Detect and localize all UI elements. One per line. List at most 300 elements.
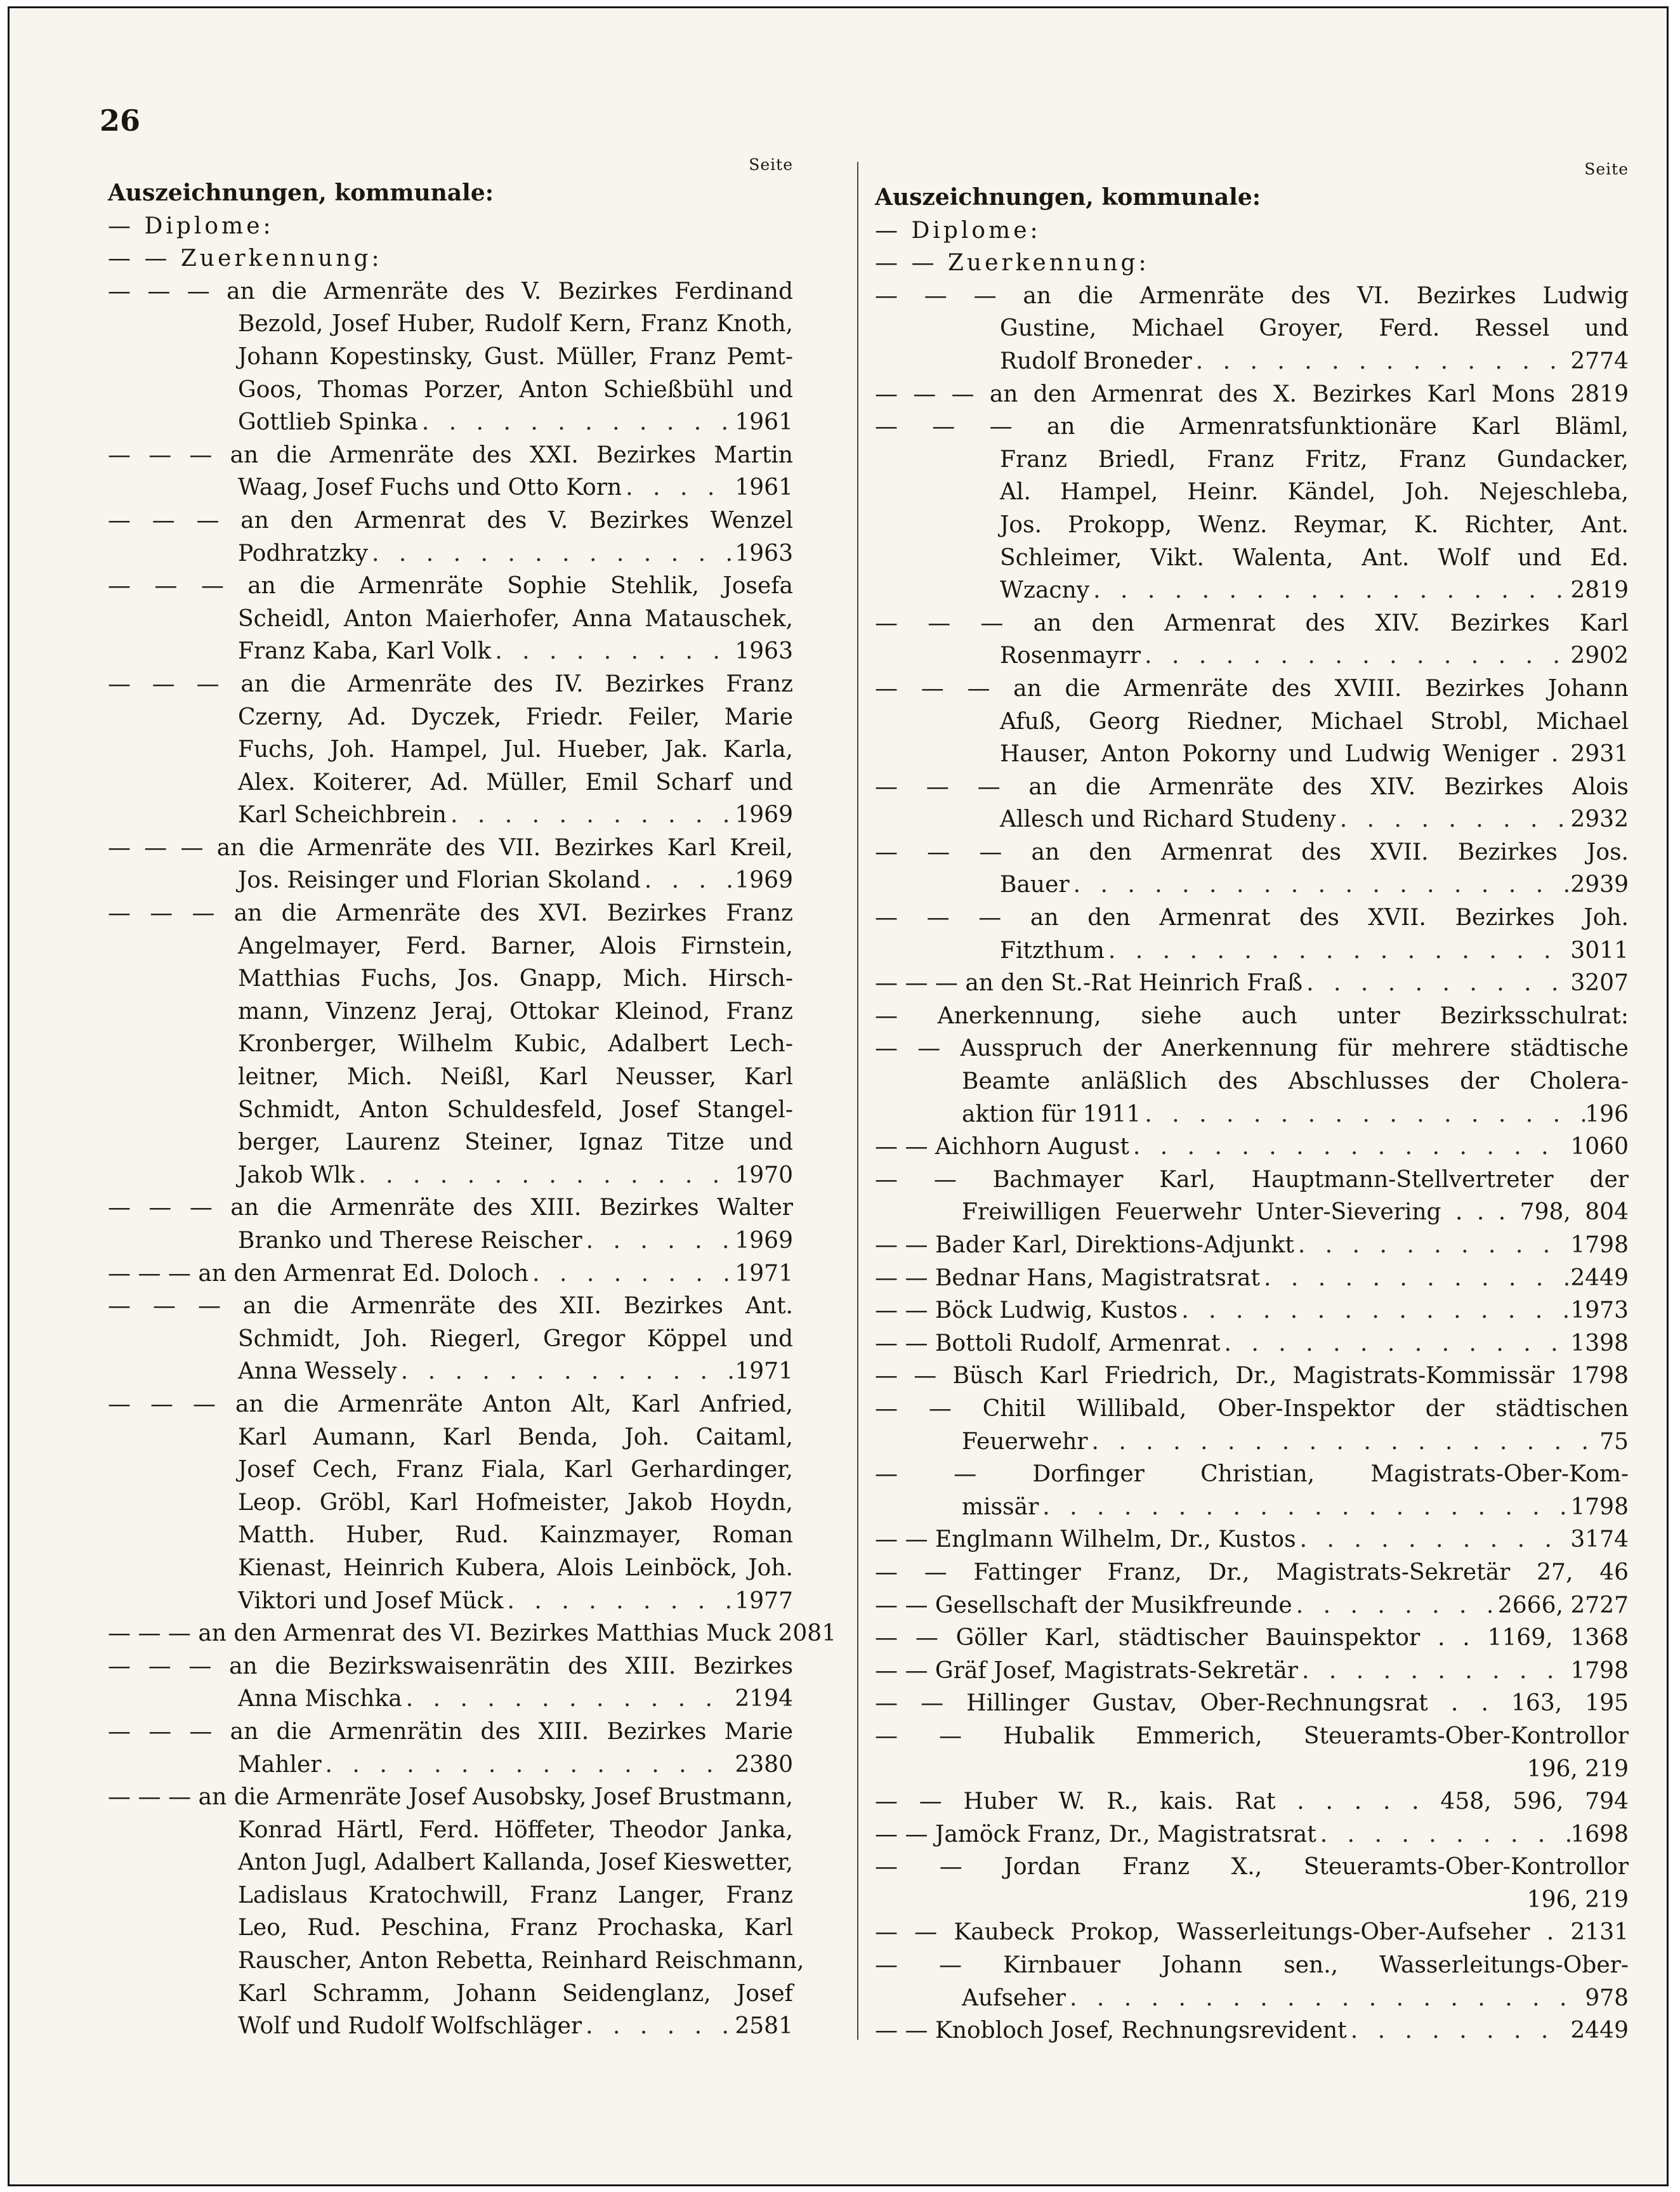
dot-leader xyxy=(1192,345,1571,378)
left-column xyxy=(108,153,837,2043)
index-line xyxy=(875,902,1629,935)
entry-text: missär xyxy=(962,1493,1039,1520)
dot-leader xyxy=(1089,574,1570,607)
entry-text: — — Huber W. R., kais. Rat . . . . . 458, 596, 794 xyxy=(875,1788,1629,1815)
index-line xyxy=(108,1290,793,1323)
index-line xyxy=(875,1262,1629,1295)
index-line xyxy=(875,181,1629,214)
entry-text: — — Bottoli Rudolf, Armenrat xyxy=(875,1330,1221,1356)
page-reference: 2939 xyxy=(1570,872,1629,898)
entry-text: Karl Scheichbrein xyxy=(238,802,447,829)
entry-text: Aufseher xyxy=(962,1985,1066,2011)
index-line xyxy=(875,345,1629,378)
entry-text: — — — an die Armenräte des IV. Bezirkes Franz xyxy=(108,671,793,697)
entry-text: Beamte anläßlich des Abschlusses der Cholera- xyxy=(962,1068,1629,1095)
index-line xyxy=(108,439,793,472)
entry-text: Bauer xyxy=(1000,872,1070,898)
entry-text: Wolf und Rudolf Wolfschläger xyxy=(238,2013,582,2040)
entry-text: — — — an die Armenräte des V. Bezirkes Ferdinand xyxy=(108,278,793,305)
entry-text: Viktori und Josef Mück xyxy=(238,1587,504,1614)
entry-text: — — — an die Armenräte des VII. Bezirkes Karl Kreil, xyxy=(108,834,793,861)
entry-text: — — — an den Armenrat des V. Bezirkes Wenzel xyxy=(108,507,793,534)
entry-text: Mahler xyxy=(238,1751,322,1778)
entry-text: Feuerwehr xyxy=(962,1428,1088,1455)
page-reference: 1798 xyxy=(1570,1232,1629,1258)
entry-text: — — Chitil Willibald, Ober-Inspektor der städtischen xyxy=(875,1395,1629,1422)
page-reference: 1970 xyxy=(735,1162,793,1188)
entry-text: — — — an den St.-Rat Heinrich Fraß xyxy=(875,970,1303,997)
entry-text: Franz Kaba, Karl Volk xyxy=(238,638,492,665)
index-line xyxy=(875,967,1629,1000)
seite-label: Seite xyxy=(749,155,793,174)
index-line xyxy=(875,1393,1629,1426)
index-line xyxy=(108,177,793,210)
index-line xyxy=(108,733,793,766)
dot-leader xyxy=(1105,935,1570,968)
page-number: 26 xyxy=(100,103,141,138)
index-line xyxy=(108,537,793,570)
section-heading: Auszeichnungen, kommunale: xyxy=(875,184,1261,211)
page-reference: 2581 xyxy=(735,2013,793,2040)
dot-leader xyxy=(1303,967,1570,1000)
index-line xyxy=(108,1126,793,1159)
index-line xyxy=(875,1949,1629,1982)
index-line xyxy=(108,1094,793,1127)
entry-text: Rudolf Broneder xyxy=(1000,348,1192,374)
entry-text: — — — an die Armenrätin des XIII. Bezirkes Marie xyxy=(108,1718,793,1745)
entry-text: Franz Briedl, Franz Fritz, Franz Gundacker, xyxy=(1000,446,1629,473)
index-line xyxy=(108,1650,793,1683)
page-reference: 1961 xyxy=(735,475,793,501)
dot-leader xyxy=(582,2010,735,2043)
entry-text: Gottlieb Spinka xyxy=(238,409,418,436)
entry-text: — — — an die Armenräte des XIII. Bezirkes Walter xyxy=(108,1195,793,1221)
entry-text: — — — an den Armenrat des X. Bezirkes Karl Mons 2819 xyxy=(875,381,1629,407)
entry-text: — — Hubalik Emmerich, Steueramts-Ober-Kontrollor xyxy=(875,1723,1629,1749)
index-line xyxy=(108,471,793,504)
entry-text: — — Fattinger Franz, Dr., Magistrats-Sekretär 27, 46 xyxy=(875,1559,1629,1585)
entry-text: — — Jamöck Franz, Dr., Magistratsrat xyxy=(875,1821,1316,1847)
entry-text: — Diplome: xyxy=(108,213,274,239)
entry-text: — — — an die Armenräte Anton Alt, Karl Anfried, xyxy=(108,1391,793,1417)
index-line xyxy=(108,1683,793,1716)
dot-leader xyxy=(1294,1229,1571,1262)
index-line xyxy=(875,803,1629,836)
dot-leader xyxy=(1178,1294,1570,1327)
page-reference: 1060 xyxy=(1570,1134,1629,1160)
entry-text: Afuß, Georg Riedner, Michael Strobl, Michael xyxy=(1000,708,1629,735)
entry-text: Ladislaus Kratochwill, Franz Langer, Franz xyxy=(238,1882,793,1908)
index-line xyxy=(875,1589,1629,1622)
page-reference: 3207 xyxy=(1570,970,1629,997)
entry-text: — — — an den Armenrat des VI. Bezirkes Matthias Muck 2081 xyxy=(108,1620,837,1647)
page-reference: 1398 xyxy=(1570,1330,1629,1356)
entry-text: Rosenmayrr xyxy=(1000,643,1141,669)
page-reference: 75 xyxy=(1599,1428,1629,1455)
entry-text: — — Ausspruch der Anerkennung für mehrere städtische xyxy=(875,1035,1629,1062)
right-column xyxy=(875,157,1629,2047)
page-reference: 2932 xyxy=(1570,806,1629,833)
index-line xyxy=(108,1781,793,1814)
index-line xyxy=(875,410,1629,443)
index-line xyxy=(875,1426,1629,1459)
dot-leader xyxy=(1039,1491,1570,1524)
dot-leader xyxy=(1088,1426,1600,1459)
entry-text: Schleimer, Vikt. Walenta, Ant. Wolf und Ed. xyxy=(1000,544,1629,571)
dot-leader xyxy=(355,1159,735,1192)
entry-text: Kronberger, Wilhelm Kubic, Adalbert Lech- xyxy=(238,1031,793,1058)
index-line xyxy=(108,374,793,407)
entry-text: Karl Aumann, Karl Benda, Joh. Caitaml, xyxy=(238,1424,793,1450)
page-reference: 1971 xyxy=(735,1358,793,1385)
entry-text: — — Bachmayer Karl, Hauptmann-Stellvertreter der xyxy=(875,1166,1629,1193)
index-line xyxy=(108,1224,793,1257)
entry-text: Matth. Huber, Rud. Kainzmayer, Roman xyxy=(238,1522,793,1549)
dot-leader xyxy=(368,537,735,570)
page-reference: 1969 xyxy=(735,802,793,829)
index-line xyxy=(875,1622,1629,1655)
index-line xyxy=(875,1916,1629,1949)
index-line xyxy=(875,1098,1629,1131)
entry-text: — — — an die Armenräte des XVI. Bezirkes Franz xyxy=(108,900,793,927)
dot-leader xyxy=(1141,1098,1585,1131)
dot-leader xyxy=(1141,640,1570,673)
index-line xyxy=(108,603,793,636)
page-reference: 1963 xyxy=(735,638,793,665)
dot-leader xyxy=(1316,1818,1571,1851)
index-line xyxy=(875,738,1629,771)
dot-leader xyxy=(582,1224,735,1257)
index-line xyxy=(108,308,793,341)
index-line xyxy=(108,1879,793,1912)
dot-leader xyxy=(1292,1589,1498,1622)
entry-text: Kienast, Heinrich Kubera, Alois Leinböck, Joh. xyxy=(238,1554,793,1581)
index-line xyxy=(108,864,793,897)
index-line xyxy=(875,673,1629,706)
entry-text: — — Bader Karl, Direktions-Adjunkt xyxy=(875,1232,1294,1258)
index-line xyxy=(875,869,1629,902)
dot-leader xyxy=(1336,803,1571,836)
index-line xyxy=(875,1032,1629,1065)
index-line xyxy=(875,443,1629,476)
entry-text: Anna Wessely xyxy=(238,1358,397,1385)
index-line xyxy=(108,1061,793,1094)
entry-text: — — Dorfinger Christian, Magistrats-Ober-Kom- xyxy=(875,1461,1629,1488)
dot-leader xyxy=(1298,1655,1570,1688)
dot-leader xyxy=(1066,1982,1585,2015)
entry-text: — — — an die Armenräte des VI. Bezirkes Ludwig xyxy=(875,282,1629,309)
entry-text: — — Zuerkennung: xyxy=(875,250,1150,277)
entry-text: Anton Jugl, Adalbert Kallanda, Josef Kieswetter, xyxy=(238,1849,793,1876)
page-reference: 978 xyxy=(1585,1985,1629,2011)
entry-text: Fuchs, Joh. Hampel, Jul. Hueber, Jak. Karla, xyxy=(238,737,793,763)
page-reference: 1971 xyxy=(735,1260,793,1287)
index-line xyxy=(875,1884,1629,1917)
entry-text: Freiwilligen Feuerwehr Unter-Sievering . . . 798, 804 xyxy=(962,1199,1629,1226)
index-line xyxy=(875,1294,1629,1327)
page-reference: 2194 xyxy=(735,1686,793,1712)
entry-text: Johann Kopestinsky, Gust. Müller, Franz Pemt- xyxy=(238,343,793,370)
page-reference: 3011 xyxy=(1570,937,1629,964)
dot-leader xyxy=(1347,2014,1571,2047)
entry-text: — — Gesellschaft der Musikfreunde xyxy=(875,1592,1292,1618)
index-line xyxy=(108,406,793,439)
index-line xyxy=(108,1846,793,1879)
entry-text: Leo, Rud. Peschina, Franz Prochaska, Karl xyxy=(238,1915,793,1941)
dot-leader xyxy=(528,1257,735,1290)
entry-text: Schmidt, Anton Schuldesfeld, Josef Stangel- xyxy=(238,1096,793,1123)
entry-text: Goos, Thomas Porzer, Anton Schießbühl und xyxy=(238,376,793,403)
dot-leader xyxy=(504,1585,735,1618)
page-reference: 2380 xyxy=(735,1751,793,1778)
entry-text: Anna Mischka xyxy=(238,1686,402,1712)
page-reference: 1973 xyxy=(1570,1297,1629,1324)
entry-text: — — — an den Armenrat des XVII. Bezirkes Joh. xyxy=(875,905,1629,931)
dot-leader xyxy=(1129,1131,1571,1164)
index-line xyxy=(108,1552,793,1585)
entry-text: — — — an die Armenräte des XII. Bezirkes Ant. xyxy=(108,1293,793,1320)
entry-text: — — — an den Armenrat des XVII. Bezirkes Jos. xyxy=(875,839,1629,865)
index-line xyxy=(875,1753,1629,1786)
page-reference: 196 xyxy=(1585,1101,1629,1127)
index-line xyxy=(108,897,793,930)
entry-text: — — Aichhorn August xyxy=(875,1134,1129,1160)
index-line xyxy=(108,1716,793,1749)
entry-text: 196, 219 xyxy=(1526,1756,1629,1782)
entry-text: — — — an die Armenräte des XVIII. Bezirkes Johann xyxy=(875,675,1629,702)
entry-text: Czerny, Ad. Dyczek, Friedr. Feiler, Marie xyxy=(238,704,793,730)
index-line xyxy=(108,1191,793,1224)
page-reference: 2449 xyxy=(1570,2018,1629,2044)
index-line xyxy=(108,1454,793,1486)
index-line xyxy=(875,1196,1629,1229)
index-line xyxy=(108,1421,793,1454)
index-line xyxy=(108,1912,793,1945)
entry-text: — — — an die Bezirkswaisenrätin des XIII. Bezirkes xyxy=(108,1653,793,1679)
page-reference: 1798 xyxy=(1570,1657,1629,1684)
entry-text: — Diplome: xyxy=(875,217,1041,244)
entry-text: — — Englmann Wilhelm, Dr., Kustos xyxy=(875,1526,1296,1553)
page-reference: 2819 xyxy=(1570,577,1629,604)
index-line xyxy=(108,832,793,865)
index-line xyxy=(875,1556,1629,1589)
page-reference: 3174 xyxy=(1570,1526,1629,1553)
right-index-lines xyxy=(875,181,1629,2047)
index-line xyxy=(875,509,1629,542)
entry-text: Hauser, Anton Pokorny und Ludwig Weniger . 2931 xyxy=(1000,741,1629,768)
index-line xyxy=(875,1229,1629,1262)
index-line xyxy=(875,1687,1629,1720)
entry-text: leitner, Mich. Neißl, Karl Neusser, Karl xyxy=(238,1064,793,1091)
entry-text: Karl Schramm, Johann Seidenglanz, Josef xyxy=(238,1980,793,2007)
index-line xyxy=(875,1523,1629,1556)
dot-leader xyxy=(402,1683,735,1716)
index-line xyxy=(875,1818,1629,1851)
index-line xyxy=(108,962,793,995)
dot-leader xyxy=(397,1355,735,1388)
index-line xyxy=(108,635,793,668)
entry-text: — — Kirnbauer Johann sen., Wasserleitungs-Ober- xyxy=(875,1952,1629,1979)
entry-text: Gustine, Michael Groyer, Ferd. Ressel und xyxy=(1000,315,1629,342)
entry-text: Allesch und Richard Studeny xyxy=(1000,806,1336,833)
index-line xyxy=(108,1617,837,1650)
index-line xyxy=(108,570,793,603)
index-line xyxy=(108,995,793,1028)
index-line xyxy=(875,1458,1629,1491)
index-line xyxy=(875,935,1629,968)
index-line xyxy=(108,1388,793,1421)
index-line xyxy=(108,1519,793,1552)
entry-text: Alex. Koiterer, Ad. Müller, Emil Scharf und xyxy=(238,769,793,796)
index-line xyxy=(108,242,793,275)
index-line xyxy=(875,1360,1629,1393)
seite-label: Seite xyxy=(1584,160,1629,178)
dot-leader xyxy=(1260,1262,1570,1295)
entry-text: Schmidt, Joh. Riegerl, Gregor Köppel und xyxy=(238,1325,793,1352)
dot-leader xyxy=(1221,1327,1571,1360)
entry-text: Scheidl, Anton Maierhofer, Anna Matauschek, xyxy=(238,605,793,632)
entry-text: Fitzthum xyxy=(1000,937,1105,964)
entry-text: berger, Laurenz Steiner, Ignaz Titze und xyxy=(238,1129,793,1156)
dot-leader xyxy=(418,406,735,439)
index-line xyxy=(875,607,1629,640)
dot-leader xyxy=(447,799,735,832)
entry-text: mann, Vinzenz Jeraj, Ottokar Kleinod, Franz xyxy=(238,998,793,1025)
entry-text: — — — an die Armenräte Sophie Stehlik, Josefa xyxy=(108,573,793,600)
entry-text: — — — an den Armenrat Ed. Doloch xyxy=(108,1260,529,1287)
entry-text: — — Jordan Franz X., Steueramts-Ober-Kontrollor xyxy=(875,1854,1629,1880)
index-line xyxy=(875,1982,1629,2015)
index-line xyxy=(108,1323,793,1356)
entry-text: Angelmayer, Ferd. Barner, Alois Firnstein, xyxy=(238,933,793,959)
page-reference: 1961 xyxy=(735,409,793,436)
entry-text: Podhratzky xyxy=(238,540,368,567)
entry-text: Leop. Gröbl, Karl Hofmeister, Jakob Hoydn, xyxy=(238,1489,793,1516)
entry-text: 196, 219 xyxy=(1526,1886,1629,1913)
page-reference: 1969 xyxy=(735,1228,793,1254)
entry-text: Josef Cech, Franz Fiala, Karl Gerhardinger, xyxy=(238,1457,793,1483)
column-divider xyxy=(857,162,858,2040)
entry-text: — — Büsch Karl Friedrich, Dr., Magistrats-Kommissär 1798 xyxy=(875,1363,1629,1389)
index-line xyxy=(875,2014,1629,2047)
page-reference: 1798 xyxy=(1570,1493,1629,1520)
dot-leader xyxy=(1296,1523,1571,1556)
index-line xyxy=(875,247,1629,280)
page-reference: 2449 xyxy=(1570,1264,1629,1291)
index-line xyxy=(108,930,793,963)
entry-text: — — Bednar Hans, Magistratsrat xyxy=(875,1264,1260,1291)
entry-text: — — Böck Ludwig, Kustos xyxy=(875,1297,1178,1324)
entry-text: Jakob Wlk xyxy=(238,1162,355,1188)
entry-text: Branko und Therese Reischer xyxy=(238,1228,582,1254)
page-reference: 1698 xyxy=(1570,1821,1629,1847)
entry-text: — — — an die Armenräte des XIV. Bezirkes Alois xyxy=(875,773,1629,800)
index-line xyxy=(875,1720,1629,1753)
entry-text: — — — an die Armenratsfunktionäre Karl Bläml, xyxy=(875,414,1629,440)
index-line xyxy=(875,1000,1629,1033)
index-line xyxy=(108,275,793,308)
left-index-lines xyxy=(108,177,837,2043)
index-line xyxy=(108,1814,793,1847)
page-reference: 1969 xyxy=(735,867,793,894)
page-reference: 2774 xyxy=(1570,348,1629,374)
entry-text: — — Zuerkennung: xyxy=(108,246,383,272)
index-line xyxy=(108,668,793,701)
index-line xyxy=(108,766,793,799)
entry-text: Bezold, Josef Huber, Rudolf Kern, Franz Knoth, xyxy=(238,311,793,338)
page-reference: 2666, 2727 xyxy=(1497,1592,1629,1618)
index-line xyxy=(875,1851,1629,1884)
index-line xyxy=(108,210,793,243)
entry-text: — — Gräf Josef, Magistrats-Sekretär xyxy=(875,1657,1298,1684)
index-line xyxy=(108,2010,793,2043)
index-line xyxy=(875,476,1629,509)
entry-text: — — — an den Armenrat des XIV. Bezirkes Karl xyxy=(875,610,1629,636)
index-line xyxy=(875,640,1629,673)
page-reference: 1977 xyxy=(735,1587,793,1614)
dot-leader xyxy=(641,864,735,897)
entry-text: Konrad Härtl, Ferd. Höffeter, Theodor Janka, xyxy=(238,1816,793,1843)
index-line xyxy=(108,799,793,832)
index-line xyxy=(875,214,1629,247)
index-line xyxy=(108,1585,793,1618)
dot-leader xyxy=(491,635,735,668)
entry-text: Jos. Reisinger und Florian Skoland xyxy=(238,867,641,894)
index-line xyxy=(108,1159,793,1192)
entry-text: Jos. Prokopp, Wenz. Reymar, K. Richter, Ant. xyxy=(1000,511,1629,538)
section-heading: Auszeichnungen, kommunale: xyxy=(108,180,494,206)
entry-text: — — — an die Armenräte Josef Ausobsky, Josef Brustmann, xyxy=(108,1784,793,1811)
index-line xyxy=(875,1065,1629,1098)
index-line xyxy=(108,1486,793,1519)
index-line xyxy=(875,836,1629,869)
dot-leader xyxy=(622,471,735,504)
index-line xyxy=(875,1164,1629,1197)
entry-text: — Anerkennung, siehe auch unter Bezirksschulrat: xyxy=(875,1002,1629,1029)
entry-text: — — Göller Karl, städtischer Bauinspektor . . 1169, 1368 xyxy=(875,1625,1629,1651)
index-line xyxy=(108,1257,793,1290)
index-line xyxy=(875,1655,1629,1688)
entry-text: Matthias Fuchs, Jos. Gnapp, Mich. Hirsch- xyxy=(238,966,793,992)
index-line xyxy=(875,280,1629,313)
entry-text: Wzacny xyxy=(1000,577,1090,604)
index-line xyxy=(875,1785,1629,1818)
index-line xyxy=(875,1491,1629,1524)
entry-text: — — Hillinger Gustav, Ober-Rechnungsrat . . 163, 195 xyxy=(875,1690,1629,1717)
entry-text: — — Knobloch Josef, Rechnungsrevident xyxy=(875,2018,1347,2044)
index-line xyxy=(108,1749,793,1782)
entry-text: Rauscher, Anton Rebetta, Reinhard Reischmann, xyxy=(238,1948,804,1974)
dot-leader xyxy=(1070,869,1571,902)
index-line xyxy=(108,341,793,374)
index-line xyxy=(108,1028,793,1061)
index-line xyxy=(875,706,1629,738)
page-reference: 2902 xyxy=(1570,643,1629,669)
page-reference: 1963 xyxy=(735,540,793,567)
index-line xyxy=(875,574,1629,607)
index-line xyxy=(875,1131,1629,1164)
document-page xyxy=(8,6,1669,2186)
index-line xyxy=(108,701,793,734)
index-line xyxy=(108,1945,804,1978)
index-line xyxy=(875,771,1629,804)
index-line xyxy=(875,542,1629,575)
entry-text: — — Kaubeck Prokop, Wasserleitungs-Ober-Aufseher . 2131 xyxy=(875,1919,1629,1946)
entry-text: Waag, Josef Fuchs und Otto Korn xyxy=(238,475,622,501)
entry-text: aktion für 1911 xyxy=(962,1101,1141,1127)
entry-text: — — — an die Armenräte des XXI. Bezirkes Martin xyxy=(108,442,793,468)
index-line xyxy=(108,1978,793,2011)
